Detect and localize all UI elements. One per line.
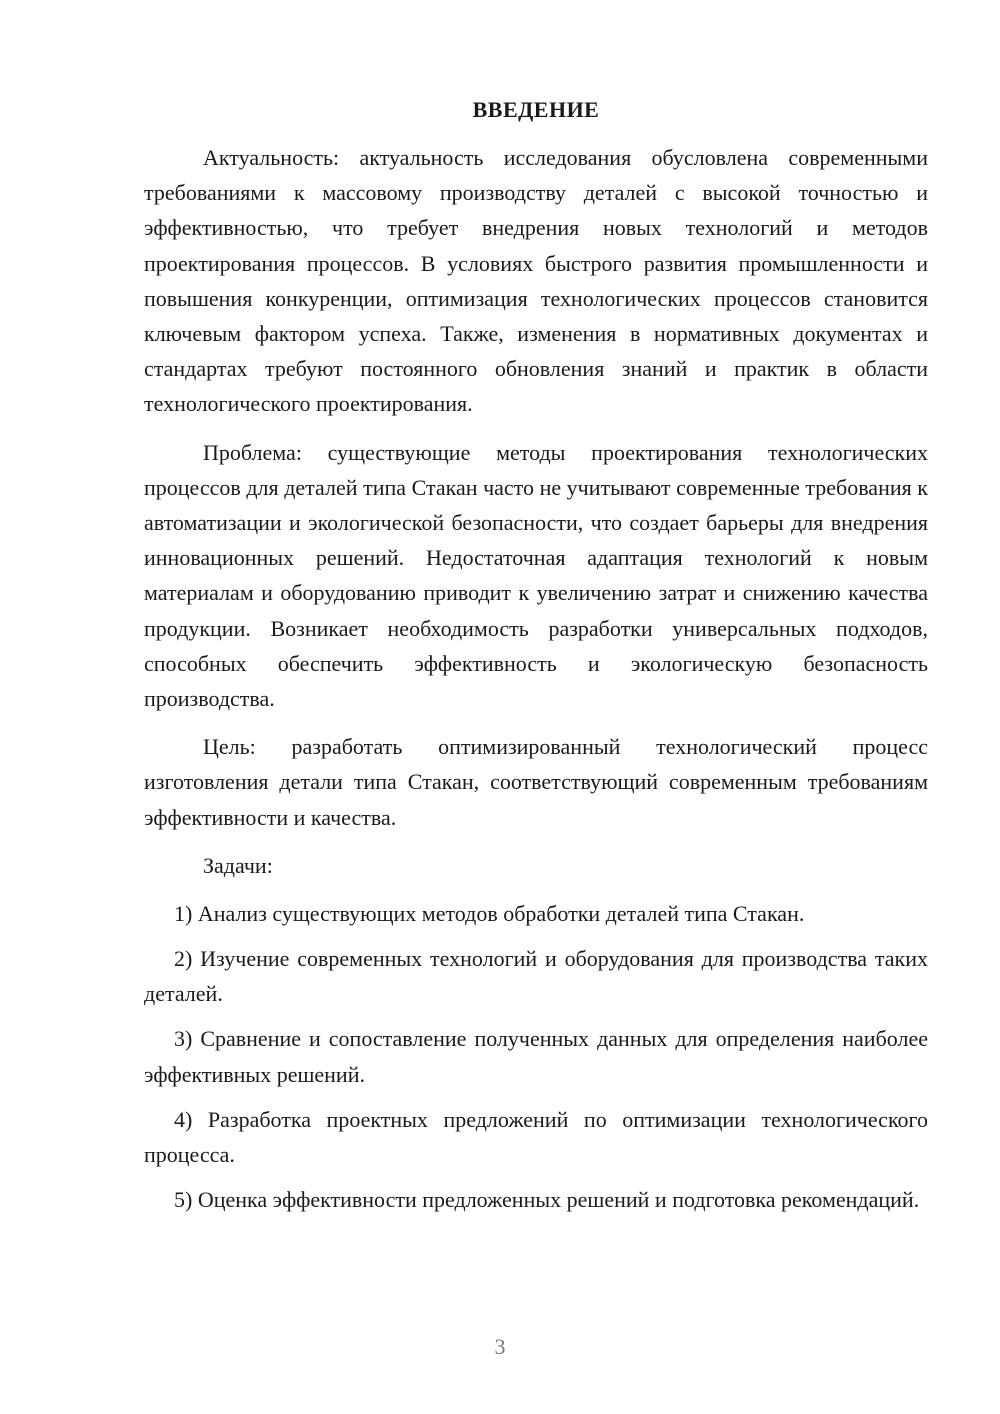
tasks-heading: Задачи: [203, 852, 273, 878]
page-number: 3 [494, 1334, 506, 1359]
paragraph-relevance: Актуальность: актуальность исследования обусловлена современными требованиями к массовому производству деталей с высокой точностью и эффективностью, что требует внедрения новых технологий и методов проектирования процессов. В условиях быстрого развития промышленности и повышения конкуренции, оптимизация технологических процессов становится ключевым фактором успеха. Также, изменения в нормативных документах и стандартах требуют постоянного обновления знаний и практик в области технологического проектирования. [144, 145, 928, 417]
task-item-5: 5) Оценка эффективности предложенных решений и подготовка рекомендаций. [174, 1187, 920, 1213]
section-title: ВВЕДЕНИЕ [472, 97, 600, 122]
task-item-3: 3) Сравнение и сопоставление полученных данных для определения наиболее эффективных решений. [144, 1026, 928, 1087]
task-item-4: 4) Разработка проектных предложений по оптимизации технологического процесса. [144, 1106, 928, 1168]
paragraph-problem: Проблема: существующие методы проектирования технологических процессов для деталей типа Стакан часто не учитывают современные требования к автоматизации и экологической безопасности, что создает барьеры для внедрения инновационных решений. Недостаточная адаптация технологий к новым материалам и оборудованию приводит к увеличению затрат и снижению качества продукции. Возникает необходимость разработки универсальных подходов, способных обеспечить эффективность и экологическую безопасность производства. [144, 439, 928, 712]
task-item-2: 2) Изучение современных технологий и оборудования для производства таких деталей. [144, 946, 928, 1007]
document-body [144, 92, 928, 1227]
task-item-1: 1) Анализ существующих методов обработки деталей типа Стакан. [174, 900, 805, 926]
paragraph-goal: Цель: разработать оптимизированный технологический процесс изготовления детали типа Стакан, соответствующий современным требованиям эффективности и качества. [144, 734, 928, 830]
